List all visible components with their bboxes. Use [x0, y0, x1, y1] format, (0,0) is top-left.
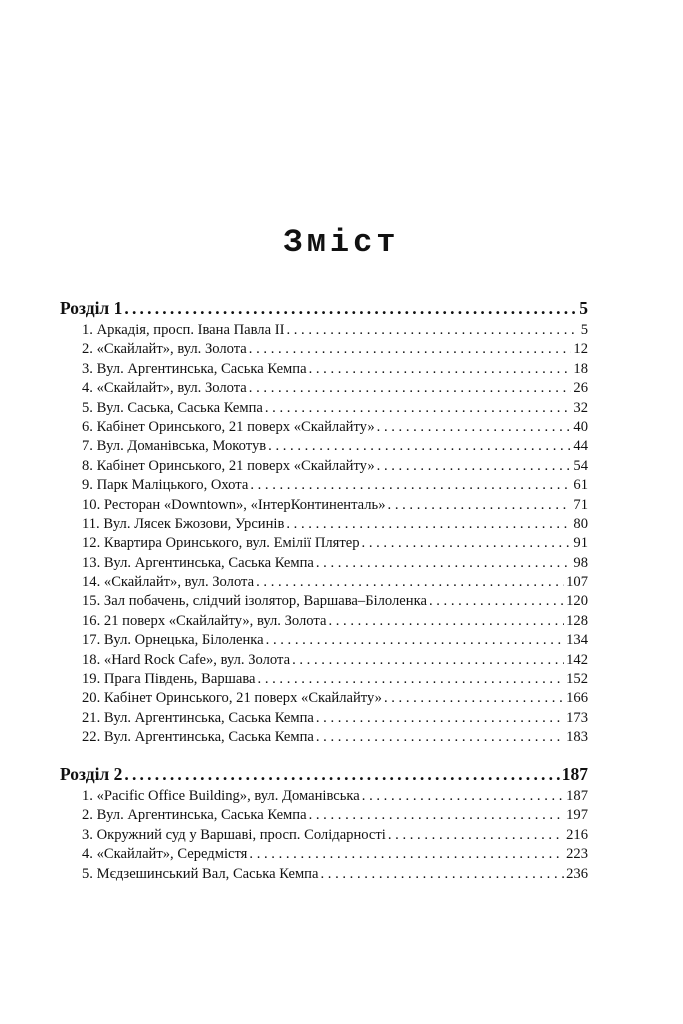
dot-leader: [266, 631, 564, 650]
toc-entry[interactable]: [60, 496, 588, 515]
section-heading-row[interactable]: [60, 296, 588, 320]
section-entries: [60, 787, 588, 884]
toc-entry-page-number: 120: [566, 593, 588, 610]
toc-entry-title: 20. Кабінет Оринського, 21 поверх «Скайлайту»: [82, 690, 382, 707]
toc-entry-title: 18. «Hard Rock Cafe», вул. Золота: [82, 651, 291, 668]
dot-leader: [286, 515, 571, 534]
toc-entry-title: 17. Вул. Орнецька, Білоленка: [82, 632, 264, 649]
dot-leader: [249, 340, 572, 359]
toc-entry[interactable]: [60, 457, 588, 476]
toc-entry-page-number: 18: [573, 360, 588, 377]
toc-entry[interactable]: [60, 631, 588, 650]
toc-entry[interactable]: [60, 670, 588, 689]
toc-entry-page-number: 134: [566, 632, 588, 649]
toc-entry[interactable]: [60, 826, 588, 845]
section-entries: [60, 321, 588, 748]
toc-entry-page-number: 128: [566, 612, 588, 629]
toc-entry[interactable]: [60, 865, 588, 884]
toc-entry-title: 8. Кабінет Оринського, 21 поверх «Скайлайту»: [82, 457, 375, 474]
toc-entry-title: 13. Вул. Аргентинська, Саська Кемпа: [82, 554, 314, 571]
toc-entry-page-number: 98: [573, 554, 588, 571]
toc-entry[interactable]: [60, 321, 588, 340]
dot-leader: [250, 476, 571, 495]
toc-entry[interactable]: [60, 340, 588, 359]
toc-entry[interactable]: [60, 515, 588, 534]
toc-entry[interactable]: [60, 728, 588, 747]
toc-entry-page-number: 223: [566, 846, 588, 863]
dot-leader: [309, 806, 565, 825]
toc-entry-title: 4. «Скайлайт», Середмістя: [82, 846, 248, 863]
toc-entry-page-number: 197: [566, 807, 588, 824]
toc-entry-title: 6. Кабінет Оринського, 21 поверх «Скайлайту»: [82, 418, 375, 435]
toc-entry-page-number: 183: [566, 729, 588, 746]
toc-entry-title: 4. «Скайлайт», вул. Золота: [82, 380, 247, 397]
toc-entry-title: 1. «Pacific Office Building», вул. Доманівська: [82, 788, 360, 804]
toc-entry-title: 14. «Скайлайт», вул. Золота: [82, 574, 255, 591]
dot-leader: [388, 826, 564, 845]
dot-leader: [316, 728, 564, 747]
toc-entry[interactable]: [60, 476, 588, 495]
toc-entry-title: 2. «Скайлайт», вул. Золота: [82, 341, 247, 358]
toc-entry-page-number: 80: [573, 515, 588, 532]
dot-leader: [320, 865, 564, 884]
section-page-number: 187: [561, 764, 588, 784]
toc-entry-page-number: 187: [566, 788, 588, 804]
dot-leader: [388, 496, 572, 515]
dot-leader: [258, 670, 565, 689]
toc-entry[interactable]: [60, 592, 588, 611]
toc-entry-title: 3. Окружний суд у Варшаві, просп. Солідарності: [82, 826, 386, 843]
toc-entry-page-number: 61: [573, 477, 588, 494]
dot-leader: [124, 296, 577, 320]
toc-entry-page-number: 26: [573, 380, 588, 397]
dot-leader: [249, 845, 564, 864]
toc-entry[interactable]: [60, 554, 588, 573]
toc-entry-page-number: 142: [566, 651, 588, 668]
section-page-number: 5: [579, 298, 588, 318]
dot-leader: [316, 554, 572, 573]
toc-entry-page-number: 236: [566, 865, 588, 882]
toc-entry-title: 12. Квартира Оринського, вул. Емілії Плятер: [82, 535, 360, 552]
dot-leader: [256, 573, 564, 592]
toc-entry[interactable]: [60, 806, 588, 825]
toc-entry-page-number: 166: [566, 690, 588, 707]
toc-entry-title: 2. Вул. Аргентинська, Саська Кемпа: [82, 807, 307, 824]
toc-entry-page-number: 173: [566, 709, 588, 726]
dot-leader: [362, 787, 564, 806]
dot-leader: [377, 418, 572, 437]
toc-entry-page-number: 12: [573, 341, 588, 358]
toc-entry-page-number: 71: [573, 496, 588, 513]
toc-entry[interactable]: [60, 651, 588, 670]
dot-leader: [286, 321, 578, 340]
toc-entry-page-number: 40: [573, 418, 588, 435]
dot-leader: [268, 437, 571, 456]
dot-leader: [429, 592, 564, 611]
toc-entry[interactable]: [60, 399, 588, 418]
toc-section-1: [60, 296, 588, 748]
toc-entry[interactable]: [60, 418, 588, 437]
toc-entry-page-number: 5: [580, 322, 588, 338]
toc-entry[interactable]: [60, 689, 588, 708]
toc-entry[interactable]: [60, 360, 588, 379]
toc-entry[interactable]: [60, 612, 588, 631]
toc-entry-page-number: 91: [573, 535, 588, 552]
toc-entry-page-number: 44: [573, 438, 588, 455]
toc-entry-page-number: 54: [573, 457, 588, 474]
toc-entry-title: 22. Вул. Аргентинська, Саська Кемпа: [82, 729, 314, 746]
section-label: Розділ 1: [60, 298, 123, 318]
toc-entry[interactable]: [60, 437, 588, 456]
dot-leader: [362, 534, 572, 553]
toc-entry[interactable]: [60, 534, 588, 553]
dot-leader: [328, 612, 564, 631]
toc-entry-title: 7. Вул. Доманівська, Мокотув: [82, 438, 267, 455]
toc-entry-title: 16. 21 поверх «Скайлайту», вул. Золота: [82, 612, 327, 629]
dot-leader: [265, 399, 572, 418]
toc-entry-title: 11. Вул. Лясек Бжозови, Урсинів: [82, 515, 285, 532]
dot-leader: [309, 360, 572, 379]
dot-leader: [384, 689, 564, 708]
dot-leader: [124, 762, 559, 786]
toc-section-2: [60, 762, 588, 884]
toc-entry-title: 21. Вул. Аргентинська, Саська Кемпа: [82, 709, 314, 726]
toc-entry[interactable]: [60, 845, 588, 864]
toc-entry-title: 5. Мєдзешинський Вал, Саська Кемпа: [82, 865, 319, 882]
toc-entry-page-number: 107: [566, 574, 588, 591]
toc-entry-title: 15. Зал побачень, слідчий ізолятор, Варшава–Білоленка: [82, 593, 427, 610]
toc-entry[interactable]: [60, 573, 588, 592]
toc-entry[interactable]: [60, 379, 588, 398]
dot-leader: [249, 379, 572, 398]
toc-entry-title: 10. Ресторан «Downtown», «ІнтерКонтиненталь»: [82, 496, 386, 513]
section-label: Розділ 2: [60, 764, 123, 784]
toc-entry-title: 5. Вул. Саська, Саська Кемпа: [82, 399, 263, 416]
dot-leader: [292, 651, 564, 670]
toc-entry-page-number: 152: [566, 671, 588, 688]
toc-entry-page-number: 32: [573, 399, 588, 416]
toc-entry-title: 3. Вул. Аргентинська, Саська Кемпа: [82, 360, 307, 377]
toc-entry[interactable]: [60, 709, 588, 728]
toc-entry-page-number: 216: [566, 826, 588, 843]
dot-leader: [377, 457, 572, 476]
toc-entry-title: 1. Аркадія, просп. Івана Павла ІІ: [82, 322, 285, 338]
toc-entry[interactable]: [60, 787, 588, 806]
toc-entry-title: 9. Парк Маліцького, Охота: [82, 477, 249, 494]
dot-leader: [316, 709, 564, 728]
section-heading-row[interactable]: [60, 762, 588, 786]
page-title: Зміст: [283, 224, 400, 261]
toc-entry-title: 19. Прага Південь, Варшава: [82, 671, 256, 688]
